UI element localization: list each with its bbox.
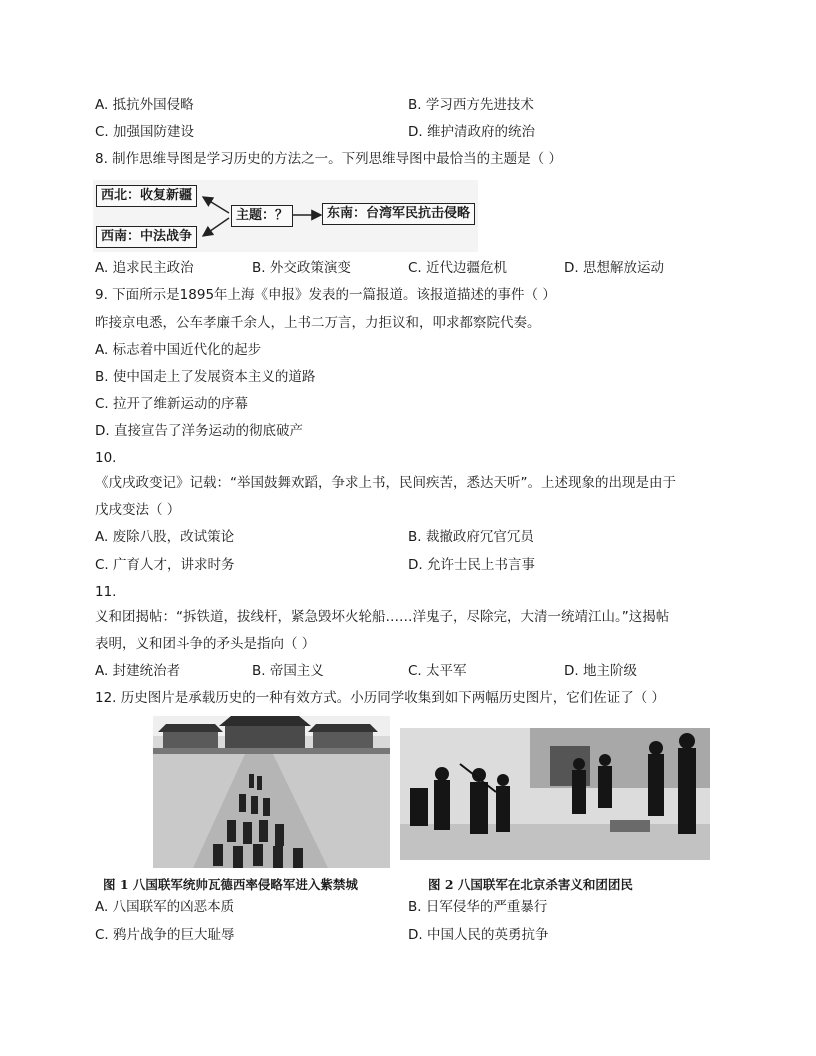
q10-stem-line1: 《戊戌政变记》记载：“举国鼓舞欢蹈，争求上书，民间疾苦，悉达天听”。上述现象的出现是由于 [95,475,676,491]
q9-option-a: A. 标志着中国近代化的起步 [95,342,262,358]
q11-option-a: A. 封建统治者 [95,663,181,679]
q9-option-d: D. 直接宣告了洋务运动的彻底破产 [95,423,303,439]
q10-stem-line2: 戊戌变法（ ） [95,502,181,518]
q7-option-c: C. 加强国防建设 [95,124,195,140]
figure1-image [153,716,390,868]
q8-option-d: D. 思想解放运动 [564,260,664,276]
q11-option-b: B. 帝国主义 [252,663,324,679]
q11-option-c: C. 太平军 [408,663,467,679]
q11-option-d: D. 地主阶级 [564,663,637,679]
q8-stem: 8. 制作思维导图是学习历史的方法之一。下列思维导图中最恰当的主题是（ ） [95,151,562,167]
q9-option-c: C. 拉开了维新运动的序幕 [95,396,249,412]
figure2-caption: 图 2 八国联军在北京杀害义和团团民 [428,877,633,892]
q11-stem-line2: 表明，义和团斗争的矛头是指向（ ） [95,636,316,652]
figure2-photo [400,728,710,860]
mind-map-node-northwest: 西北：收复新疆 [96,185,197,207]
q7-option-b: B. 学习西方先进技术 [408,97,534,113]
q9-quote: 昨接京电悉，公车孝廉千余人，上书二万言，力拒议和，叩求都察院代奏。 [95,315,541,331]
q10-option-c: C. 广育人才，讲求时务 [95,557,235,573]
mind-map [93,180,478,252]
q9-stem: 9. 下面所示是1895年上海《申报》发表的一篇报道。该报道描述的事件（ ） [95,287,556,303]
q12-option-a: A. 八国联军的凶恶本质 [95,899,235,915]
figure2-image [400,728,710,860]
q10-option-d: D. 允许士民上书言事 [408,557,535,573]
q8-option-b: B. 外交政策演变 [252,260,351,276]
q8-option-c: C. 近代边疆危机 [408,260,508,276]
mind-map-node-center: 主题：？ [231,205,293,227]
q7-option-a: A. 抵抗外国侵略 [95,97,194,113]
q8-option-a: A. 追求民主政治 [95,260,194,276]
q9-option-b: B. 使中国走上了发展资本主义的道路 [95,369,316,385]
mind-map-node-southeast: 东南：台湾军民抗击侵略 [322,203,475,225]
q12-option-d: D. 中国人民的英勇抗争 [408,927,549,943]
q11-number: 11. [95,584,117,600]
q12-option-b: B. 日军侵华的严重暴行 [408,899,548,915]
q11-stem-line1: 义和团揭帖：“拆铁道，拔线杆，紧急毁坏火轮船……洋鬼子，尽除完，大清一统靖江山。”这揭帖 [95,609,670,625]
q10-option-b: B. 裁撤政府冗官冗员 [408,529,534,545]
q7-option-d: D. 维护清政府的统治 [408,124,535,140]
figure1-photo [153,716,390,868]
q10-number: 10. [95,450,117,466]
q10-option-a: A. 废除八股，改试策论 [95,529,235,545]
mind-map-node-southwest: 西南：中法战争 [96,226,197,248]
q12-option-c: C. 鸦片战争的巨大耻辱 [95,927,235,943]
figure1-caption: 图 1 八国联军统帅瓦德西率侵略军进入紫禁城 [103,877,358,892]
q12-stem: 12. 历史图片是承载历史的一种有效方式。小历同学收集到如下两幅历史图片，它们佐证了（ ） [95,690,666,706]
